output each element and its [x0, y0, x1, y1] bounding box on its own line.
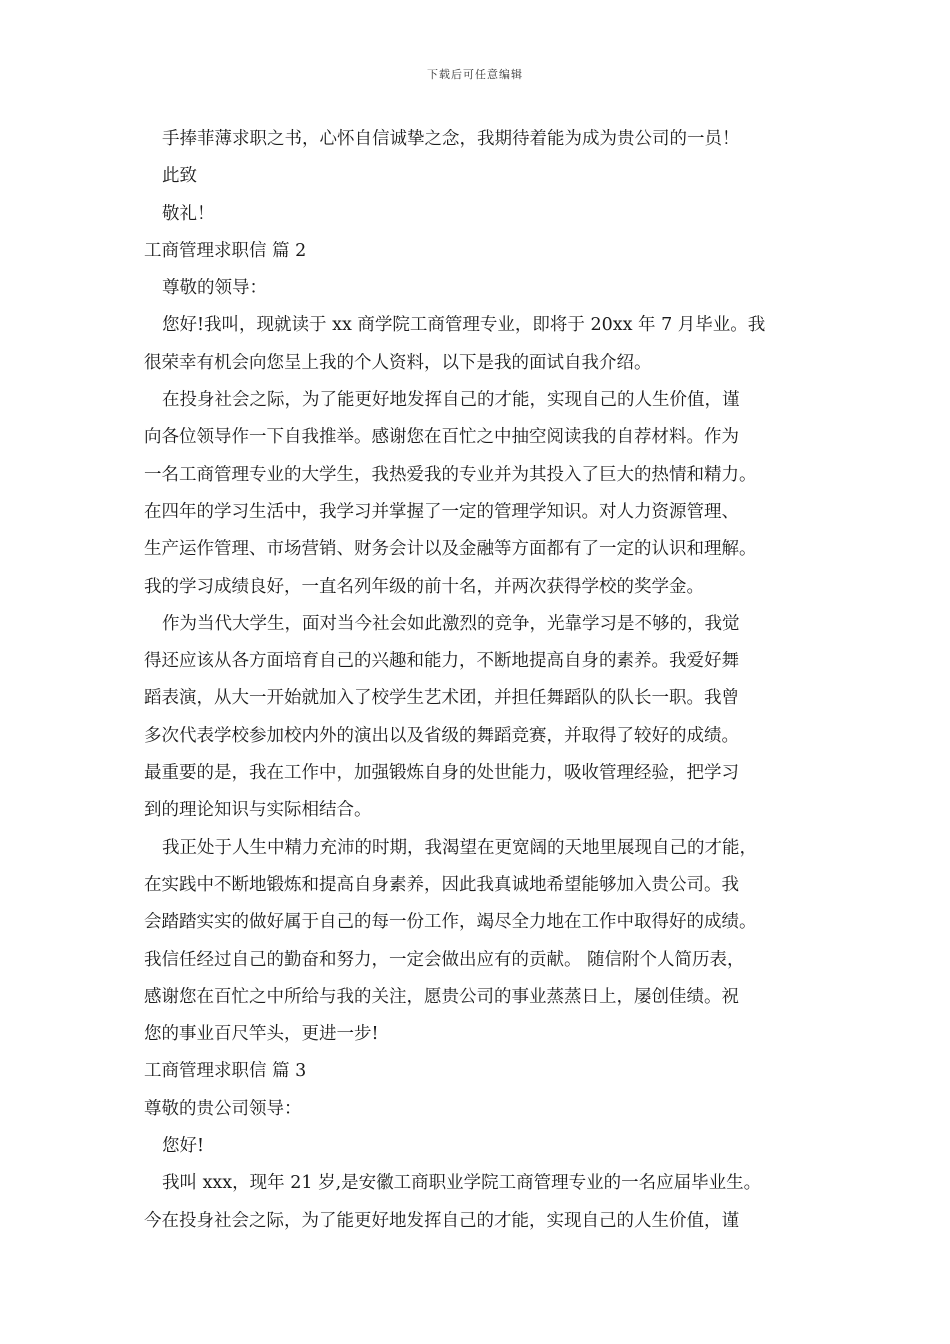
text-line: 生产运作管理、市场营销、财务会计以及金融等方面都有了一定的认识和理解。	[144, 539, 757, 560]
text-line: 我叫 xxx，现年 21 岁,是安徽工商职业学院工商管理专业的一名应届毕业生。	[162, 1173, 762, 1194]
text-line: 很荣幸有机会向您呈上我的个人资料，以下是我的面试自我介绍。	[144, 352, 652, 373]
text-line: 得还应该从各方面培育自己的兴趣和能力，不断地提高自身的素养。我爱好舞	[144, 651, 739, 672]
text-line: 在四年的学习生活中，我学习并掌握了一定的管理学知识。对人力资源管理、	[144, 501, 739, 522]
text-line: 工商管理求职信 篇 3	[144, 1061, 307, 1082]
text-line: 感谢您在百忙之中所给与我的关注，愿贵公司的事业蒸蒸日上，屡创佳绩。祝	[144, 986, 739, 1007]
text-line: 到的理论知识与实际相结合。	[144, 800, 372, 821]
text-line: 我信任经过自己的勤奋和努力，一定会做出应有的贡献。 随信附个人简历表，	[144, 949, 745, 970]
text-line: 工商管理求职信 篇 2	[144, 240, 307, 261]
text-line: 作为当代大学生，面对当今社会如此激烈的竞争，光靠学习是不够的，我觉	[162, 613, 740, 634]
text-line: 蹈表演，从大一开始就加入了校学生艺术团，并担任舞蹈队的队长一职。我曾	[144, 688, 739, 709]
text-line: 此致	[162, 166, 197, 187]
document-body	[144, 121, 808, 1240]
text-line: 多次代表学校参加校内外的演出以及省级的舞蹈竞赛，并取得了较好的成绩。	[144, 725, 739, 746]
text-line: 您的事业百尺竿头，更进一步!	[144, 1024, 379, 1045]
text-line: 最重要的是，我在工作中，加强锻炼自身的处世能力，吸收管理经验，把学习	[144, 763, 739, 784]
text-line: 向各位领导作一下自我推举。感谢您在百忙之中抽空阅读我的自荐材料。作为	[144, 427, 739, 448]
text-line: 尊敬的领导：	[162, 278, 267, 299]
text-line: 您好!我叫，现就读于 xx 商学院工商管理专业，即将于 20xx 年 7 月毕业。我	[162, 315, 766, 336]
text-line: 我正处于人生中精力充沛的时期，我渴望在更宽阔的天地里展现自己的才能，	[162, 837, 757, 858]
text-line: 会踏踏实实的做好属于自己的每一份工作，竭尽全力地在工作中取得好的成绩。	[144, 912, 757, 933]
text-line: 您好!	[162, 1136, 205, 1157]
text-line: 一名工商管理专业的大学生，我热爱我的专业并为其投入了巨大的热情和精力。	[144, 464, 757, 485]
text-line: 尊敬的贵公司领导：	[144, 1098, 302, 1119]
text-line: 在投身社会之际，为了能更好地发挥自己的才能，实现自己的人生价值，谨	[162, 390, 740, 411]
text-line: 敬礼！	[162, 203, 215, 224]
text-line: 在实践中不断地锻炼和提高自身素养，因此我真诚地希望能够加入贵公司。我	[144, 874, 739, 895]
page-header: 下载后可任意编辑	[427, 68, 523, 81]
text-line: 手捧菲薄求职之书，心怀自信诚挚之念，我期待着能为成为贵公司的一员！	[162, 129, 740, 149]
text-line: 我的学习成绩良好，一直名列年级的前十名，并两次获得学校的奖学金。	[144, 576, 704, 597]
text-line: 今在投身社会之际，为了能更好地发挥自己的才能，实现自己的人生价值，谨	[144, 1210, 739, 1231]
